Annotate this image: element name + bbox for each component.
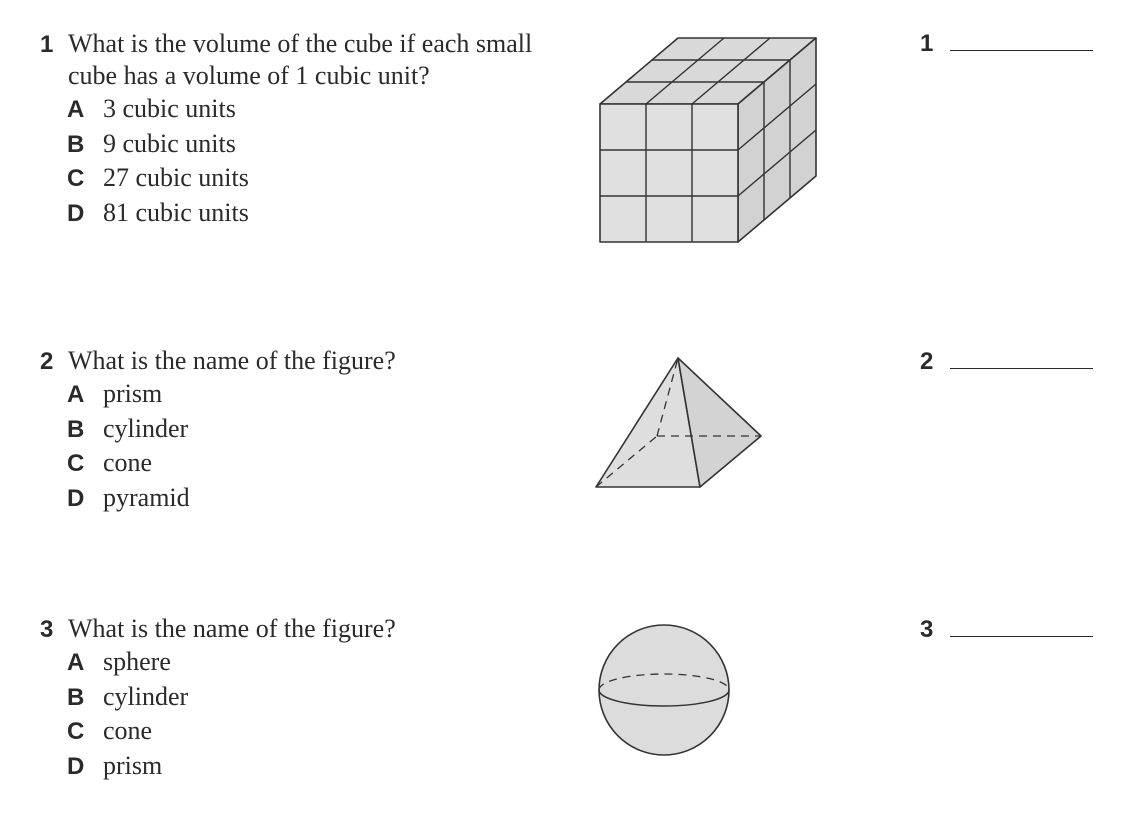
option-c[interactable] bbox=[67, 716, 580, 751]
answer-blank-1[interactable] bbox=[920, 30, 1093, 58]
option-b[interactable] bbox=[67, 414, 580, 449]
option-text: cone bbox=[103, 716, 153, 745]
answer-number: 3 bbox=[920, 616, 934, 643]
option-a[interactable] bbox=[67, 647, 580, 682]
question-2 bbox=[40, 345, 580, 517]
option-text: 3 cubic units bbox=[103, 94, 236, 123]
answer-blank-3[interactable] bbox=[920, 616, 1093, 644]
option-letter: A bbox=[67, 649, 85, 676]
option-text: cone bbox=[103, 448, 153, 477]
option-letter: D bbox=[67, 752, 85, 780]
option-text: 81 cubic units bbox=[103, 197, 249, 227]
option-text: prism bbox=[103, 750, 163, 780]
question-number: 3 bbox=[40, 616, 54, 643]
question-text: What is the name of the figure? bbox=[68, 614, 396, 643]
cube-figure bbox=[590, 30, 830, 250]
option-c[interactable] bbox=[67, 163, 580, 198]
option-letter: C bbox=[67, 165, 85, 192]
answer-number: 2 bbox=[920, 348, 934, 375]
option-b[interactable] bbox=[67, 682, 580, 717]
options-list bbox=[40, 647, 580, 785]
question-number: 2 bbox=[40, 348, 54, 375]
cube-front-face bbox=[600, 104, 738, 242]
sphere-figure bbox=[590, 615, 740, 765]
option-letter: C bbox=[67, 718, 85, 745]
option-text: prism bbox=[103, 379, 163, 408]
option-d[interactable] bbox=[67, 751, 580, 786]
option-d[interactable] bbox=[67, 483, 580, 518]
question-text: What is the volume of the cube if each small cube has a volume of 1 cubic unit? bbox=[68, 29, 533, 90]
question-1-stem bbox=[40, 28, 580, 92]
answer-blank-2[interactable] bbox=[920, 348, 1093, 376]
option-letter: D bbox=[67, 199, 85, 227]
option-b[interactable] bbox=[67, 129, 580, 164]
options-list bbox=[40, 94, 580, 232]
option-letter: C bbox=[67, 450, 85, 477]
option-text: 9 cubic units bbox=[103, 128, 236, 158]
option-letter: A bbox=[67, 381, 85, 408]
sphere-outline bbox=[599, 625, 729, 755]
option-letter: B bbox=[67, 130, 85, 158]
option-a[interactable] bbox=[67, 379, 580, 414]
question-number: 1 bbox=[40, 31, 54, 58]
answer-number: 1 bbox=[920, 30, 934, 57]
option-a[interactable] bbox=[67, 94, 580, 129]
question-text: What is the name of the figure? bbox=[68, 346, 396, 375]
answer-line[interactable] bbox=[950, 348, 1093, 369]
option-text: 27 cubic units bbox=[103, 163, 249, 192]
option-c[interactable] bbox=[67, 448, 580, 483]
option-text: pyramid bbox=[103, 482, 190, 512]
option-letter: B bbox=[67, 415, 85, 443]
option-text: cylinder bbox=[103, 681, 189, 711]
question-2-stem bbox=[40, 345, 580, 377]
option-text: cylinder bbox=[103, 413, 189, 443]
option-d[interactable] bbox=[67, 198, 580, 233]
question-1 bbox=[40, 28, 580, 232]
answer-line[interactable] bbox=[950, 30, 1093, 51]
option-letter: D bbox=[67, 484, 85, 512]
option-text: sphere bbox=[103, 647, 171, 676]
options-list bbox=[40, 379, 580, 517]
question-3 bbox=[40, 613, 580, 785]
question-3-stem bbox=[40, 613, 580, 645]
pyramid-figure bbox=[590, 350, 770, 495]
answer-line[interactable] bbox=[950, 616, 1093, 637]
option-letter: A bbox=[67, 96, 85, 123]
option-letter: B bbox=[67, 683, 85, 711]
